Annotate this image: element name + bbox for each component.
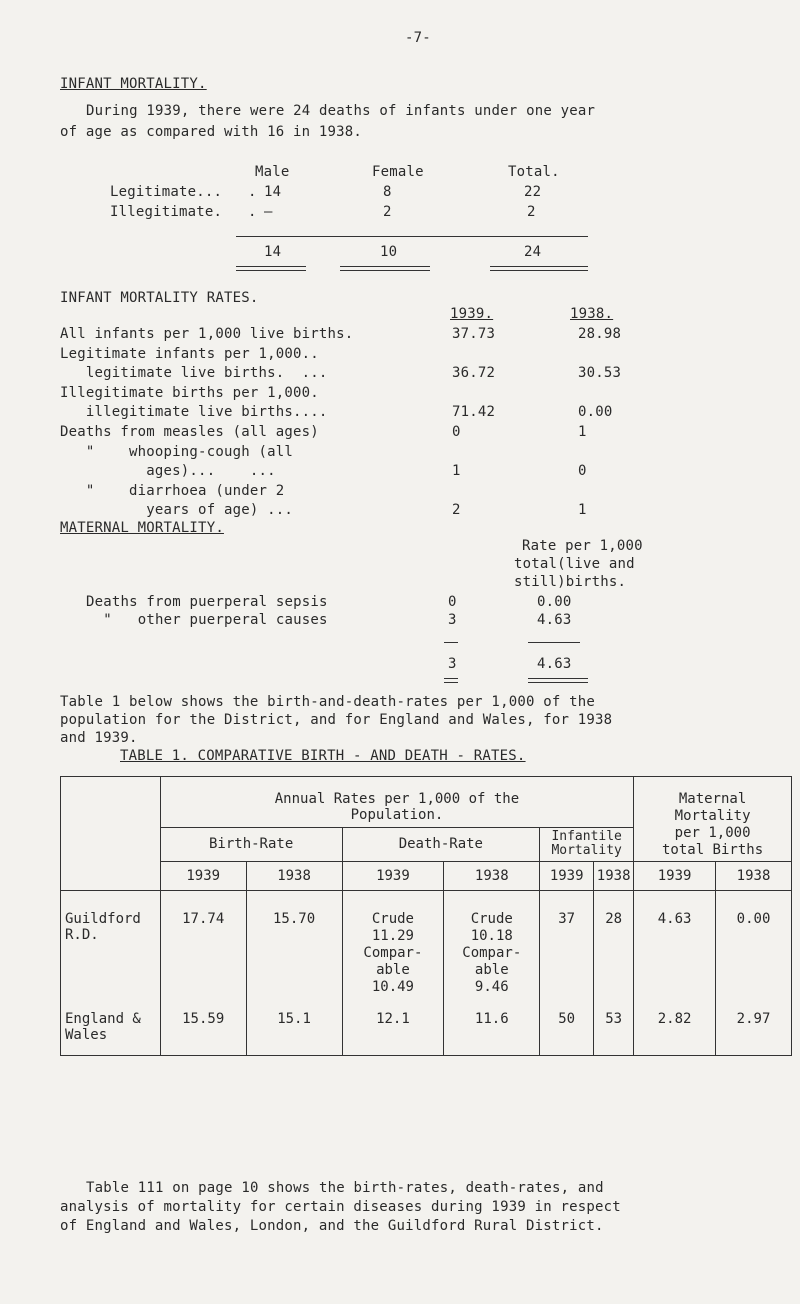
death-1938-line: 9.46 [474,979,509,995]
year-1939-header: 1939. [450,306,494,322]
rate-value-1939: 1 [452,463,461,479]
other-causes-count: 3 [448,612,457,628]
illegitimate-female: 2 [383,204,392,220]
infantile-header-line-2: Mortality [551,842,622,858]
rate-line-label: Illegitimate births per 1,000. [60,385,319,401]
england-infantile-1938: 53 [605,1011,623,1027]
maternal-rule-top [528,642,580,643]
maternal-total-count: 3 [448,656,457,672]
year-cell: 1939 [634,862,716,891]
guildford-death-1939 [343,911,444,996]
rate-value-1938: 28.98 [578,326,622,342]
table-intro-line-3: and 1939. [60,730,138,746]
col-female-header: Female [372,164,424,180]
rates-heading: INFANT MORTALITY RATES. [60,290,259,306]
illegitimate-label: Illegitimate. [110,204,223,220]
table-data-row [61,891,792,1056]
death-1938-cell [444,891,540,1056]
rate-line-label: Deaths from measles (all ages) [60,424,319,440]
guildford-birth-1938: 15.70 [272,911,316,927]
col-total-header: Total. [508,164,560,180]
england-maternal-1938: 2.97 [736,1011,771,1027]
england-name-line-2: Wales [65,1027,108,1043]
year-1938-header: 1938. [570,306,614,322]
totals-rule-bottom [490,266,588,271]
rate-value-1938: 0 [578,463,587,479]
col-male-header: Male [255,164,290,180]
guildford-name-line-1: Guildford [65,911,141,927]
guildford-maternal-1938: 0.00 [736,911,771,927]
year-cell: 1938 [444,862,540,891]
rate-value-1939: 37.73 [452,326,496,342]
maternal-mortality-header [634,777,792,862]
rate-line-label: " diarrhoea (under 2 [60,483,285,499]
rate-value-1939: 2 [452,502,461,518]
death-1939-line: 11.29 [371,928,414,944]
guildford-death-1938 [444,911,539,996]
rate-line-label: years of age) ... [60,502,293,518]
totals-rule-bottom [236,266,306,271]
england-birth-1939: 15.59 [182,1011,225,1027]
england-birth-1938: 15.1 [277,1011,311,1027]
table-intro-line-1: Table 1 below shows the birth-and-death-rates per 1,000 of the [60,694,595,710]
rate-value-1939: 0 [452,424,461,440]
death-1939-line: 10.49 [371,979,414,995]
birth-1939-cell [160,891,246,1056]
rate-value-1939: 36.72 [452,365,496,381]
england-death-1938: 11.6 [474,1011,509,1027]
region-cell [61,891,161,1056]
legitimate-label: Legitimate... [110,184,223,200]
maternal-header-line-4: total Births [661,842,764,858]
rate-header-3: still)births. [514,574,627,590]
rate-value-1938: 30.53 [578,365,622,381]
maternal-total-rate: 4.63 [537,656,572,672]
death-rate-header: Death-Rate [342,827,540,861]
total-male: 14 [264,244,282,260]
corner-cell [61,777,161,891]
year-cell: 1939 [160,862,246,891]
guildford-infantile-1938: 28 [605,911,623,927]
year-cell: 1939 [540,862,594,891]
birth-rate-header: Birth-Rate [160,827,342,861]
guildford-name-line-2: R.D. [65,927,99,943]
legitimate-male: 14 [264,184,282,200]
england-death-1939: 12.1 [376,1011,410,1027]
annual-rates-header [160,777,633,828]
intro-line-2: of age as compared with 16 in 1938. [60,124,363,140]
legitimate-total: 22 [524,184,542,200]
maternal-1939-cell [634,891,716,1056]
illegitimate-male: — [264,204,273,220]
england-infantile-1939: 50 [558,1011,576,1027]
rate-line-label: " whooping-cough (all [60,444,293,460]
footer-line-2: analysis of mortality for certain diseases during 1939 in respect [60,1199,621,1215]
total-female: 10 [380,244,398,260]
year-cell: 1939 [342,862,444,891]
rate-value-1939: 71.42 [452,404,496,420]
year-cell: 1938 [716,862,792,891]
infantile-1939-cell [540,891,594,1056]
sepsis-label: Deaths from puerperal sepsis [86,594,328,610]
rate-header-1: Rate per 1,000 [522,538,643,554]
death-1939-cell [342,891,444,1056]
infant-mortality-heading: INFANT MORTALITY. [60,76,207,92]
infantile-mortality-header [540,827,634,861]
death-1939-line: Compar- [363,945,423,961]
england-maternal-1939: 2.82 [657,1011,692,1027]
rate-line-label: All infants per 1,000 live births. [60,326,354,342]
rate-value-1938: 1 [578,424,587,440]
totals-rule-bottom [340,266,430,271]
total-all: 24 [524,244,542,260]
year-cell: 1938 [246,862,342,891]
maternal-rule-top [444,642,458,643]
guildford-maternal-1939: 4.63 [657,911,692,927]
maternal-header-line-3: per 1,000 [674,825,751,841]
maternal-header-line-2: Mortality [674,808,751,824]
rate-line-label: illegitimate live births.... [60,404,328,420]
maternal-1938-cell [716,891,792,1056]
infantile-header-line-1: Infantile [551,828,622,844]
england-name-line-1: England & [65,1011,141,1027]
death-1939-line: able [376,962,410,978]
table-year-row [61,862,792,891]
rate-header-2: total(live and [514,556,635,572]
maternal-rule-bottom [444,678,458,683]
guildford-birth-1939: 17.74 [182,911,225,927]
other-causes-rate: 4.63 [537,612,572,628]
annual-rates-header-line-2: Population. [350,807,444,823]
comparative-rates-table [60,776,792,1056]
table-1-title: TABLE 1. COMPARATIVE BIRTH - AND DEATH - RATES. [120,748,526,764]
dot-marker: . [248,204,257,220]
totals-rule-top [236,236,588,237]
maternal-heading: MATERNAL MORTALITY. [60,520,224,536]
table-header-row-1 [61,777,792,828]
england-name [65,1011,141,1043]
rate-line-label: ages)... ... [60,463,276,479]
death-1939-line: Crude [371,911,414,927]
year-cell: 1938 [594,862,634,891]
sepsis-count: 0 [448,594,457,610]
annual-rates-header-line-1: Annual Rates per 1,000 of the [274,791,520,807]
maternal-rule-bottom [528,678,588,683]
death-1938-line: able [474,962,509,978]
dot-marker: . [248,184,257,200]
table-intro-line-2: population for the District, and for England and Wales, for 1938 [60,712,613,728]
rate-line-label: legitimate live births. ... [60,365,328,381]
legitimate-female: 8 [383,184,392,200]
intro-line-1: During 1939, there were 24 deaths of infants under one year [86,103,596,119]
page-number: -7- [405,30,431,46]
death-1938-line: Crude [470,911,513,927]
maternal-header-line-1: Maternal [678,791,747,807]
rate-value-1938: 0.00 [578,404,613,420]
rate-line-label: Legitimate infants per 1,000.. [60,346,319,362]
guildford-name [65,911,141,943]
footer-line-3: of England and Wales, London, and the Guildford Rural District. [60,1218,604,1234]
death-1938-line: Compar- [462,945,522,961]
infantile-1938-cell [594,891,634,1056]
death-1938-line: 10.18 [470,928,513,944]
birth-1938-cell [246,891,342,1056]
sepsis-rate: 0.00 [537,594,572,610]
other-causes-label: " other puerperal causes [86,612,328,628]
rate-value-1938: 1 [578,502,587,518]
footer-line-1: Table 111 on page 10 shows the birth-rates, death-rates, and [86,1180,604,1196]
illegitimate-total: 2 [527,204,536,220]
guildford-infantile-1939: 37 [558,911,576,927]
